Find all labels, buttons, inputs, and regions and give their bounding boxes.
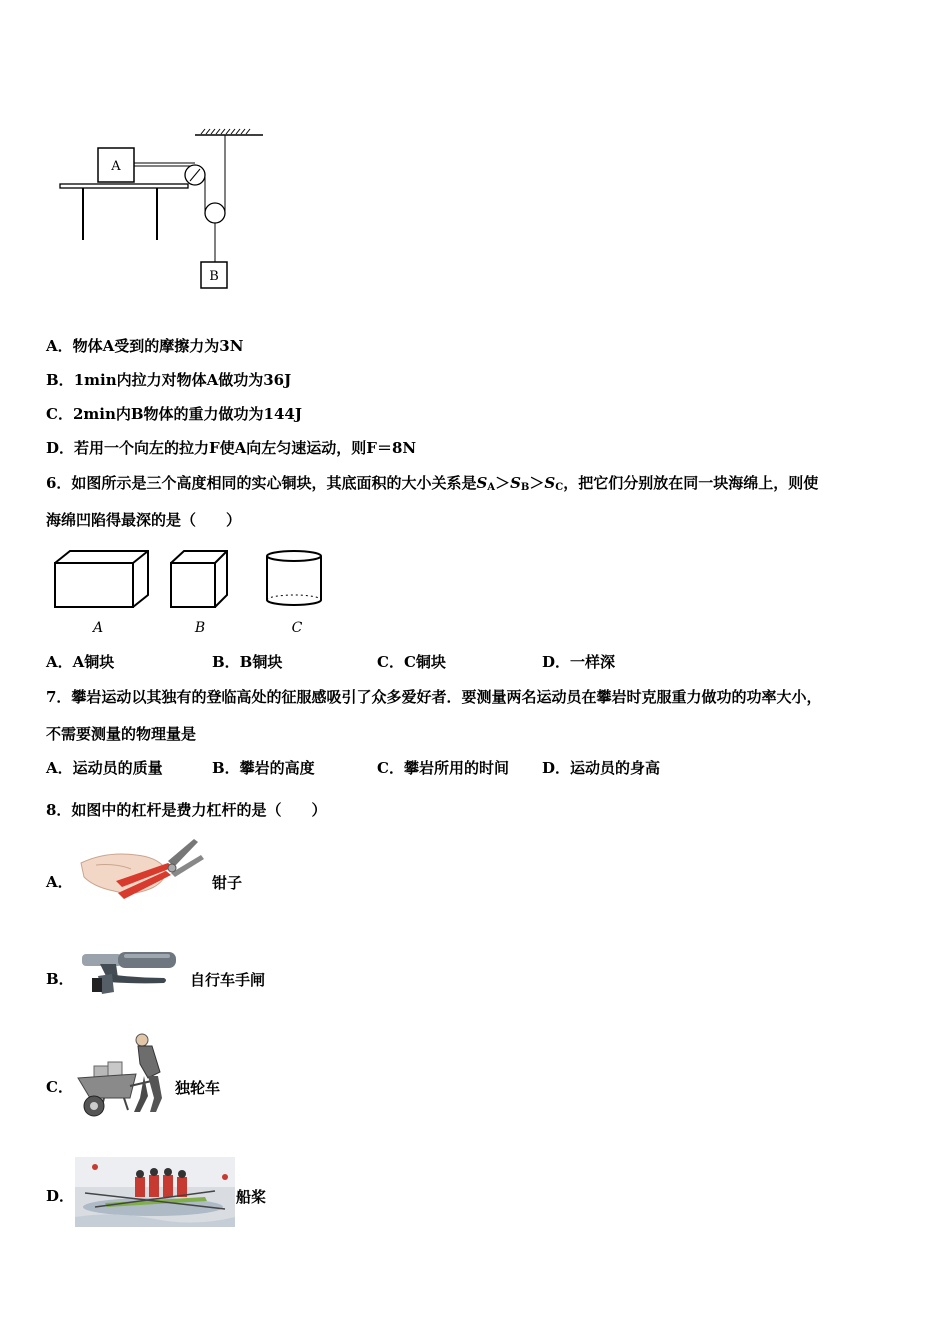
q8-stem: 8．如图中的杠杆是费力杠杆的是（ ）: [46, 801, 327, 819]
q8-option-a-letter[interactable]: A．: [46, 873, 73, 891]
copper-blocks-figure: [50, 548, 335, 638]
q8-option-d-letter[interactable]: D．: [46, 1187, 75, 1205]
q5-option-d[interactable]: D．若用一个向左的拉力F使A向左匀速运动，则F＝8N: [46, 439, 417, 457]
q7-option-d[interactable]: D．运动员的身高: [542, 759, 661, 777]
q6-option-a[interactable]: A．A铜块: [46, 653, 115, 671]
q6-option-d[interactable]: D．一样深: [542, 653, 616, 671]
q7-stem-line1: 7．攀岩运动以其独有的登临高处的征服感吸引了众多爱好者．要测量两名运动员在攀岩时克服重力做功的功率大小，: [46, 688, 822, 706]
q6-stem-line2: 海绵凹陷得最深的是（ ）: [46, 511, 242, 529]
q7-option-a[interactable]: A．运动员的质量: [46, 759, 163, 777]
q8-option-b-letter[interactable]: B．: [46, 970, 74, 988]
q7-option-b[interactable]: B．攀岩的高度: [212, 759, 315, 777]
q7-option-c[interactable]: C．攀岩所用的时间: [377, 759, 509, 777]
pliers-icon: [76, 833, 211, 908]
block-b-cube: [171, 551, 227, 607]
block-c-cylinder: [267, 551, 321, 605]
rowing-icon: [75, 1157, 235, 1227]
q5-option-b[interactable]: B．1min内拉力对物体A做功为36J: [46, 371, 292, 389]
figure-label-b: B: [194, 620, 206, 636]
q8-option-c-label: 独轮车: [175, 1079, 221, 1097]
bike-brake-icon: [78, 948, 183, 1000]
q8-option-d-label: 船桨: [236, 1188, 267, 1206]
block-a-label: A: [111, 159, 121, 174]
q8-option-a-label: 钳子: [212, 874, 243, 892]
figure-label-a: A: [92, 620, 104, 636]
q6-option-c[interactable]: C．C铜块: [377, 653, 446, 671]
q7-stem-line2: 不需要测量的物理量是: [46, 725, 197, 743]
q5-option-a[interactable]: A．物体A受到的摩擦力为3N: [46, 337, 244, 355]
figure-label-c: C: [291, 620, 303, 636]
q6-stem-line1: 6．如图所示是三个高度相同的实心铜块，其底面积的大小关系是$S_A>S_B>S_C$，把它们分别放在同一块海绵上，则使: [46, 474, 819, 493]
block-b-label: B: [209, 269, 219, 284]
q8-option-c-letter[interactable]: C．: [46, 1078, 73, 1096]
q5-option-c[interactable]: C．2min内B物体的重力做功为144J: [46, 405, 302, 423]
q6-option-b[interactable]: B．B铜块: [212, 653, 283, 671]
block-a-cuboid: [55, 551, 148, 607]
wheelbarrow-icon: [74, 1028, 174, 1120]
pulley-diagram: [55, 125, 270, 290]
q8-option-b-label: 自行车手闸: [190, 971, 266, 989]
